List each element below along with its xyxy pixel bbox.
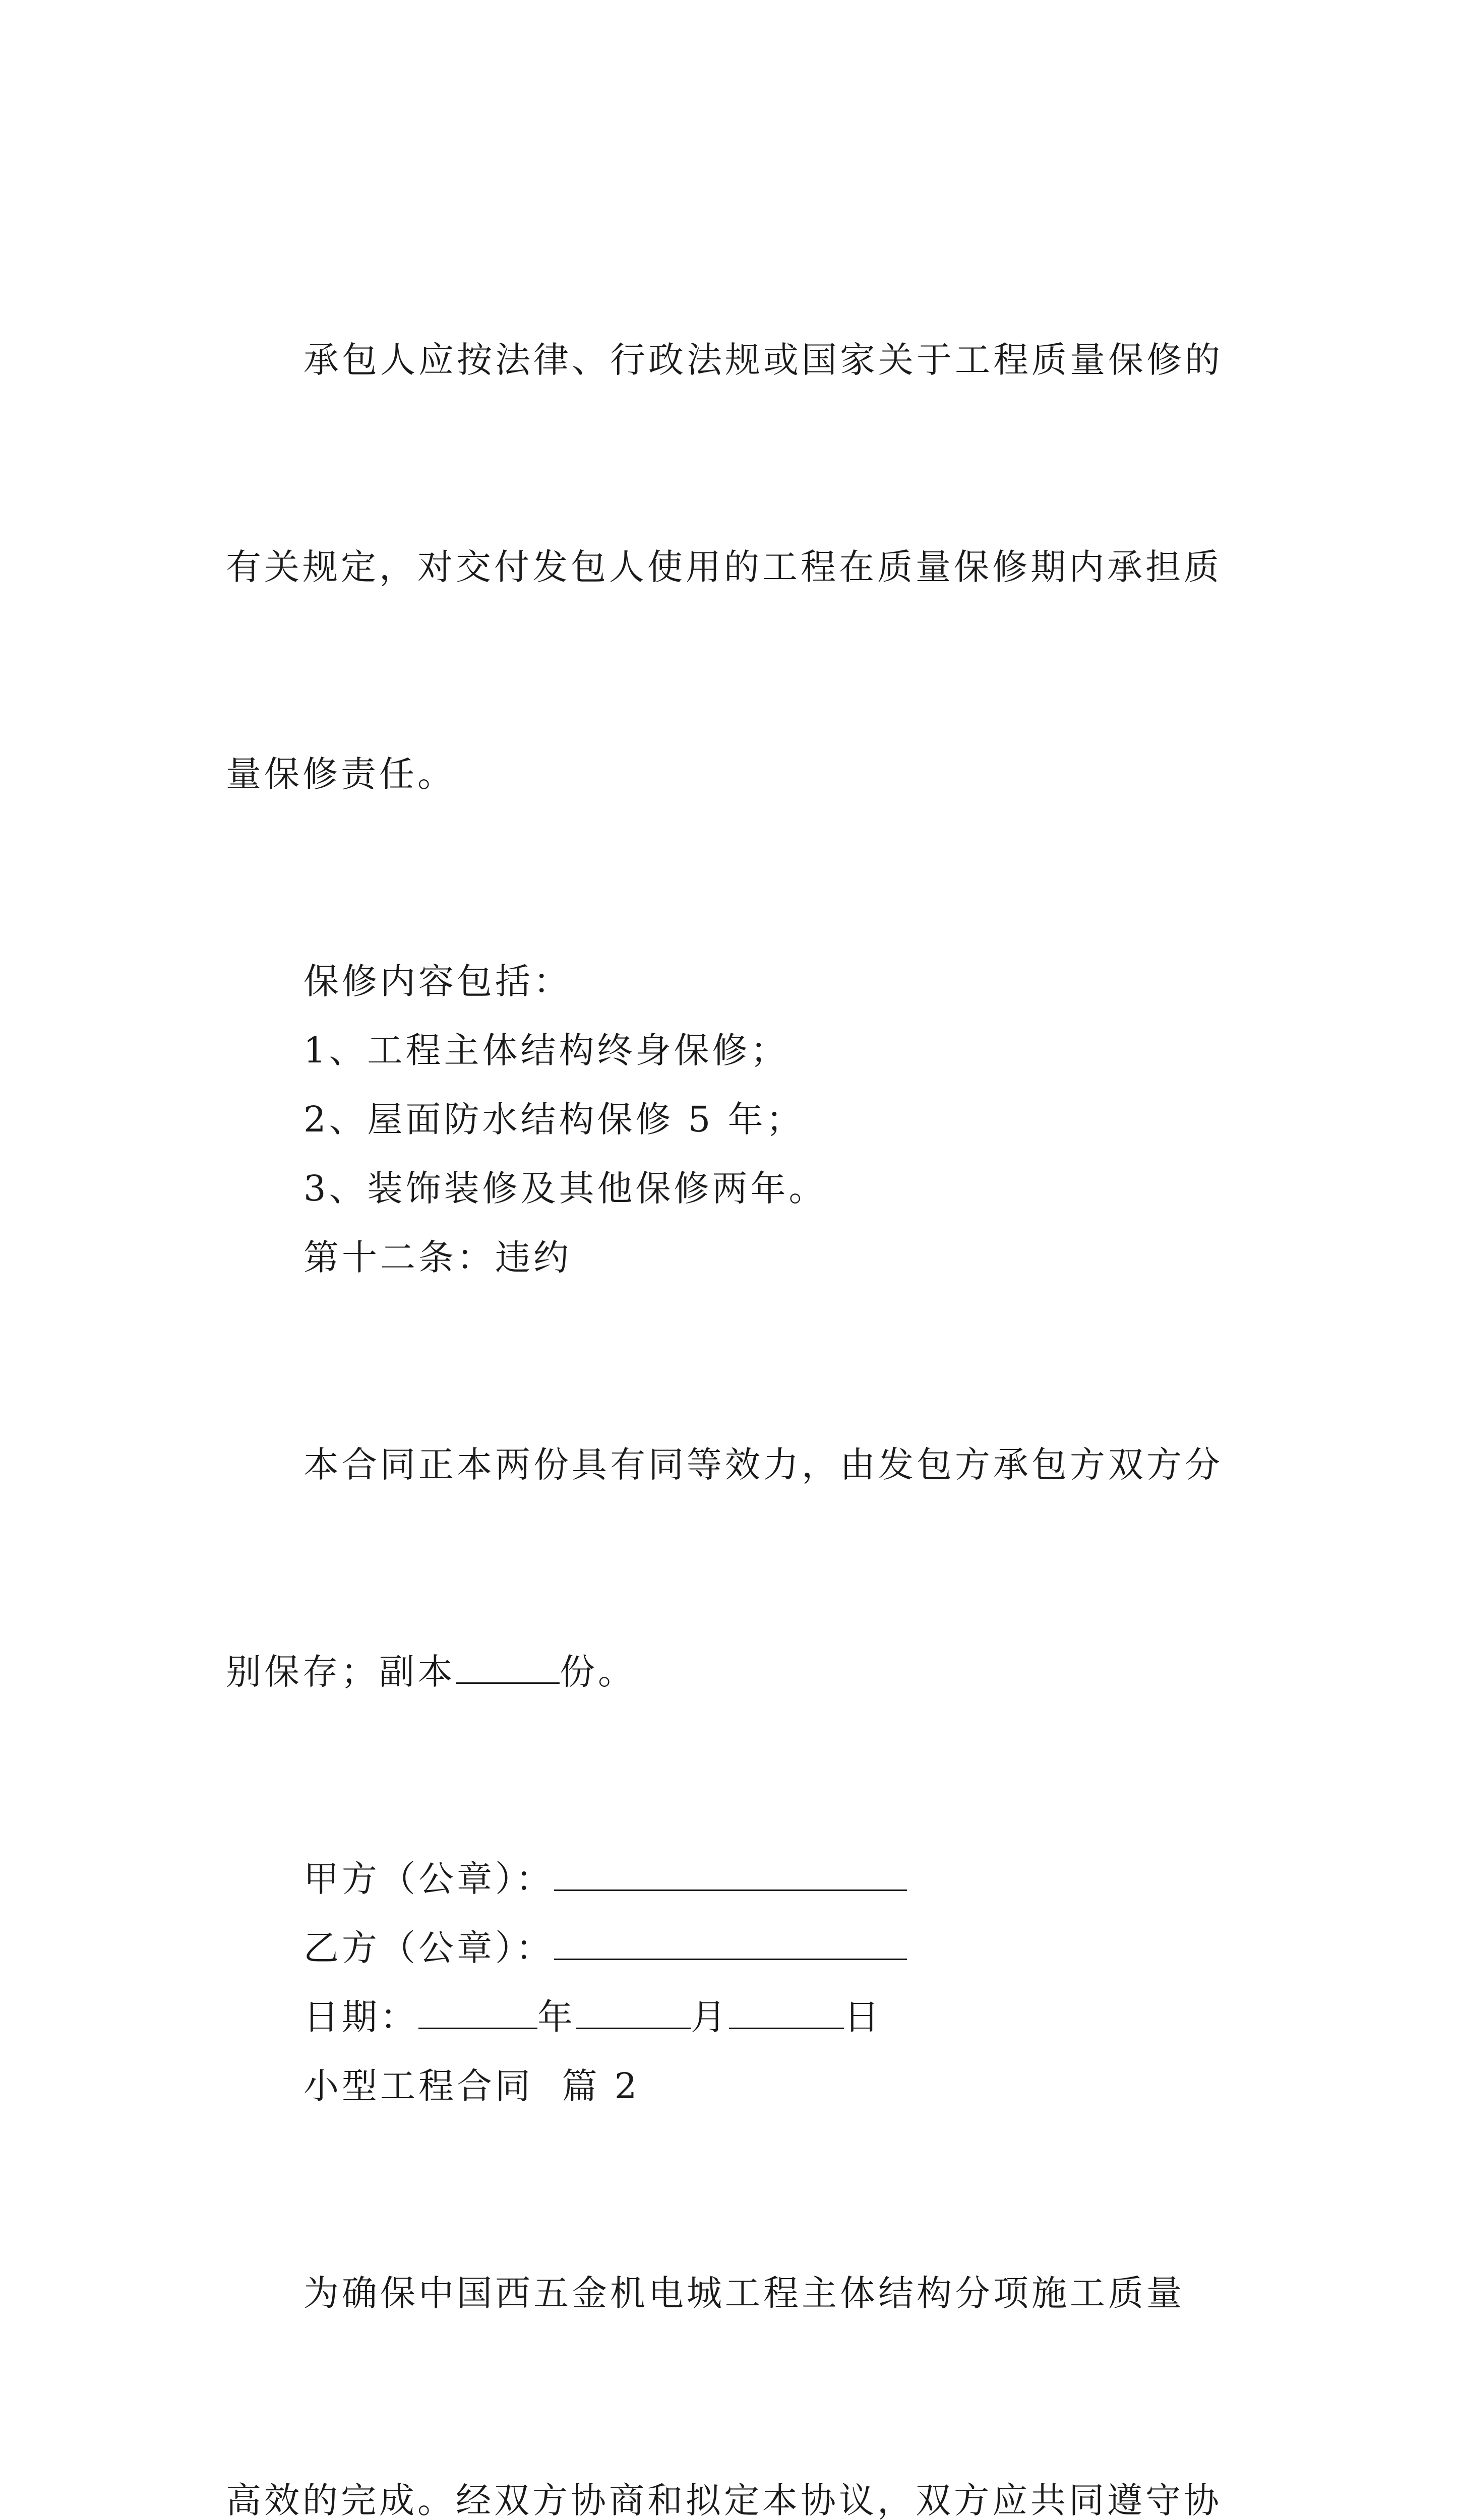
year-label: 年 xyxy=(537,1996,576,2038)
party-b-label: 乙方（公章）： xyxy=(303,1927,554,1969)
party-a-label: 甲方（公章）： xyxy=(303,1858,554,1900)
document-page xyxy=(226,187,1244,2520)
date-label: 日期： xyxy=(303,1996,418,2038)
copies-blank xyxy=(456,1651,560,1684)
month-label: 月 xyxy=(691,1996,729,2038)
party-b-seal-line xyxy=(226,1914,1244,1983)
day-label: 日 xyxy=(844,1996,882,2038)
party-a-seal-line xyxy=(226,1845,1244,1914)
list-item-decoration-warranty: 3、装饰装修及其他保修两年。 xyxy=(303,1168,827,1209)
copies-suffix: 份。 xyxy=(560,1651,636,1692)
article-12-heading: 第十二条：违约 xyxy=(303,1237,572,1278)
party-a-blank xyxy=(554,1858,907,1891)
list-item-roof-warranty: 2、屋面防水结构保修 5 年； xyxy=(303,1099,805,1140)
day-blank xyxy=(729,1996,844,2029)
month-blank xyxy=(576,1996,691,2029)
paragraph-copies xyxy=(226,1292,1244,1845)
paragraph-purpose xyxy=(226,2121,1244,2520)
year-blank xyxy=(418,1996,537,2029)
text-line: 承包人应按法律、行政法规或国家关于工程质量保修的 xyxy=(303,339,1223,381)
text-line: 量保修责任。 xyxy=(226,753,456,795)
text-line: 为确保中国西五金机电城工程主体结构分项施工质量 xyxy=(303,2273,1185,2314)
text-line: 高效的完成。经双方协商和拟定本协议，双方应共同遵守协 xyxy=(226,2480,1222,2520)
text-line: 有关规定，对交付发包人使用的工程在质量保修期内承担质 xyxy=(226,546,1222,588)
date-line xyxy=(226,1983,1244,2052)
list-item-structure-warranty: 1、工程主体结构终身保修； xyxy=(303,1030,789,1071)
text-line xyxy=(226,1637,1244,1707)
party-b-blank xyxy=(554,1927,907,1960)
contract-title: 小型工程合同 篇 2 xyxy=(303,2065,640,2107)
text-line: 本合同正本两份具有同等效力，由发包方承包方双方分 xyxy=(303,1444,1223,1485)
paragraph-warranty-scope: 保修内容包括： xyxy=(303,961,572,1002)
copies-label: 别保存；副本 xyxy=(226,1651,456,1692)
paragraph-warranty-obligation xyxy=(226,187,1244,947)
